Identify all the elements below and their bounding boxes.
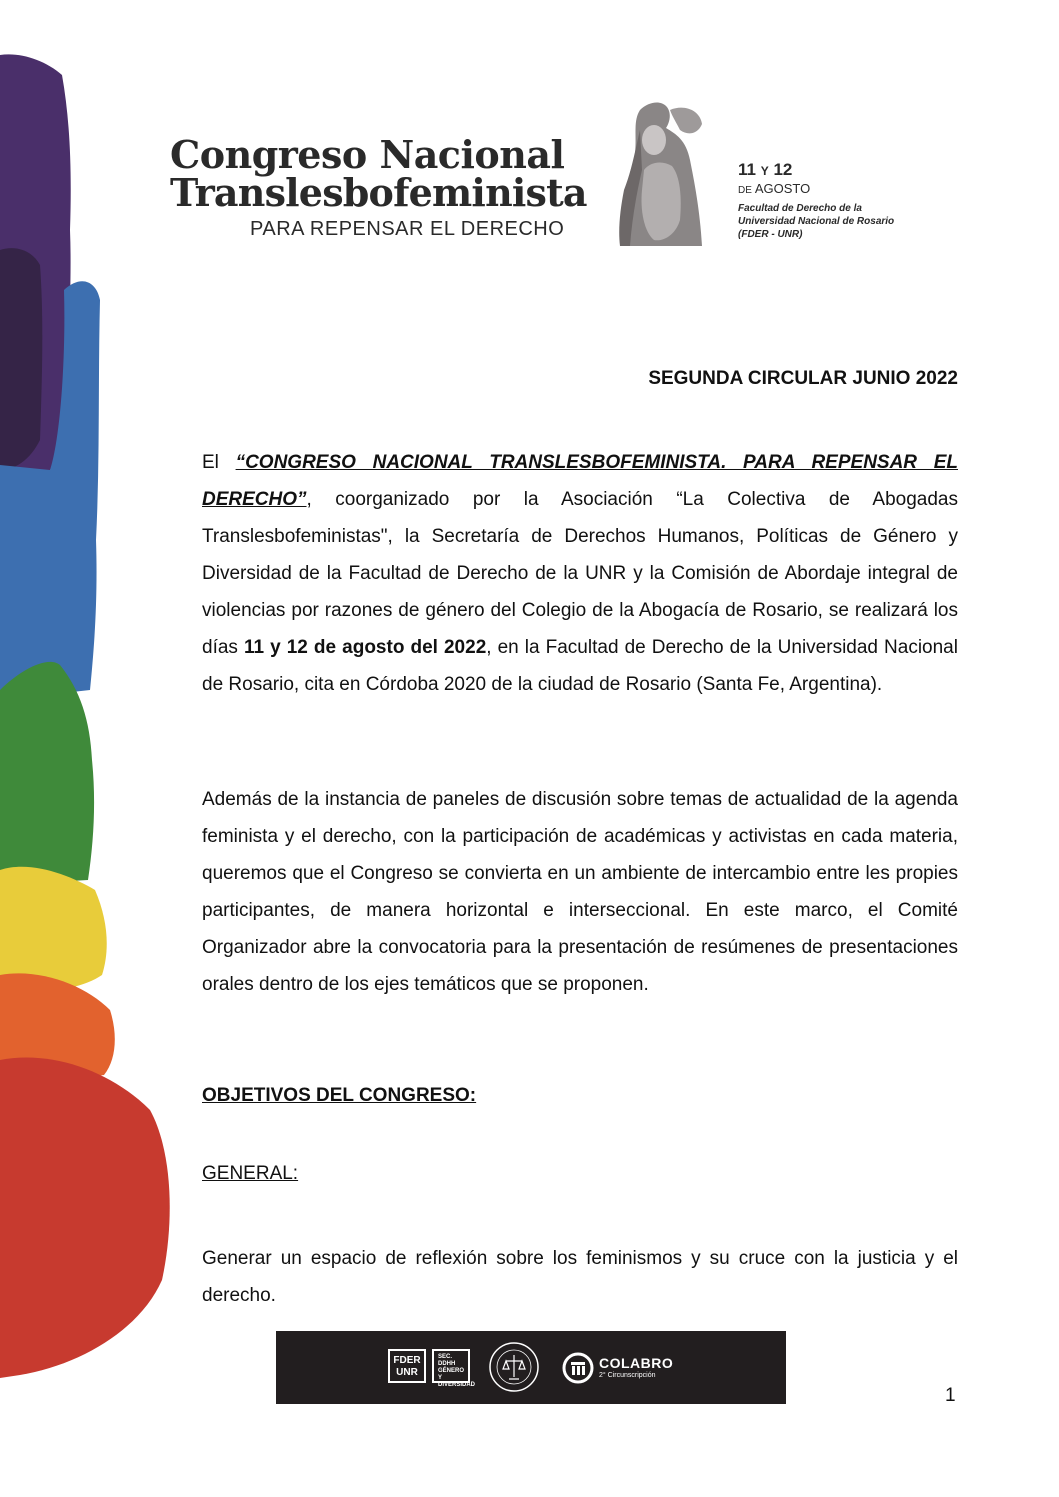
stripe-yellow — [0, 867, 107, 992]
general-heading: GENERAL: — [202, 1163, 299, 1184]
intro-text-a: , coorganizado por la Asociación “La Colectiva de Abogadas Translesbofeministas", la Secretaría de Derechos Humanos, Políticas de Género y Diversidad de la Facultad de Derecho de la UNR y la Comisión de Abordaje integral de violencias por razones de género del Colegio de la Abogacía de Rosario, se realizará los días — [202, 489, 958, 658]
intro-text-b: , en la Facultad de Derecho de la Universidad Nacional de Rosario, cita en Córdoba 2020 de la ciudad de Rosario (Santa Fe, Argentina). — [202, 637, 958, 695]
intro-paragraph — [202, 444, 958, 703]
colabro-name: COLABRO — [599, 1355, 674, 1371]
objectives-heading: OBJETIVOS DEL CONGRESO: — [202, 1085, 477, 1106]
stripe-red — [0, 1057, 170, 1378]
circular-title: SEGUNDA CIRCULAR JUNIO 2022 — [648, 368, 958, 389]
venue-line-1: Facultad de Derecho de la — [738, 203, 862, 214]
stripe-green — [0, 662, 94, 885]
call-paragraph: Además de la instancia de paneles de discusión sobre temas de actualidad de la agenda feminista y el derecho, con la participación de académicas y activistas en cada materia, queremos que el Congreso se convierta en un ambiente de intercambio entre les propies participantes, de manera horizontal e interseccional. En este marco, el Comité Organizador abre la convocatoria para la presentación de resúmenes de presentaciones orales dentro de los ejes temáticos que se proponen. — [202, 789, 958, 995]
sponsors-footer — [276, 1331, 786, 1404]
congress-subtitle: PARA REPENSAR EL DERECHO — [250, 218, 565, 240]
congress-date-venue — [738, 160, 894, 241]
title-line-2: Translesbofeminista — [170, 170, 587, 215]
colabro-icon — [561, 1351, 595, 1385]
colabro-logo — [561, 1351, 681, 1385]
rainbow-stripe-decoration — [0, 0, 180, 1497]
title-line-1: Congreso Nacional — [170, 132, 565, 177]
congress-name: “CONGRESO NACIONAL TRANSLESBOFEMINISTA. PARA REPENSAR EL DERECHO” — [202, 452, 958, 510]
intro-lead: El — [202, 452, 236, 473]
colabro-subtitle: 2° Circunscripción — [599, 1372, 656, 1379]
venue-line-2: Universidad Nacional de Rosario — [738, 216, 895, 227]
event-month: DE AGOSTO — [738, 181, 811, 196]
congress-header — [170, 100, 930, 250]
event-dates-bold: 11 y 12 de agosto del 2022 — [243, 637, 487, 658]
general-objective-text: Generar un espacio de reflexión sobre los feminismos y su cruce con la justicia y el derecho. — [202, 1248, 958, 1306]
venus-statue-image — [610, 100, 710, 246]
sec-ddhh-logo: SEC. DDHH GÉNERO Y DIVERSIDAD — [432, 1349, 470, 1383]
venue-line-3: (FDER - UNR) — [738, 229, 803, 240]
event-days: 11 Y 12 — [738, 160, 793, 179]
stripe-purple-dark — [0, 248, 42, 470]
la-colectiva-seal-logo — [488, 1341, 540, 1393]
fder-unr-logo: FDER UNR — [388, 1349, 426, 1383]
page-number: 1 — [945, 1385, 956, 1406]
congress-title — [170, 132, 587, 215]
